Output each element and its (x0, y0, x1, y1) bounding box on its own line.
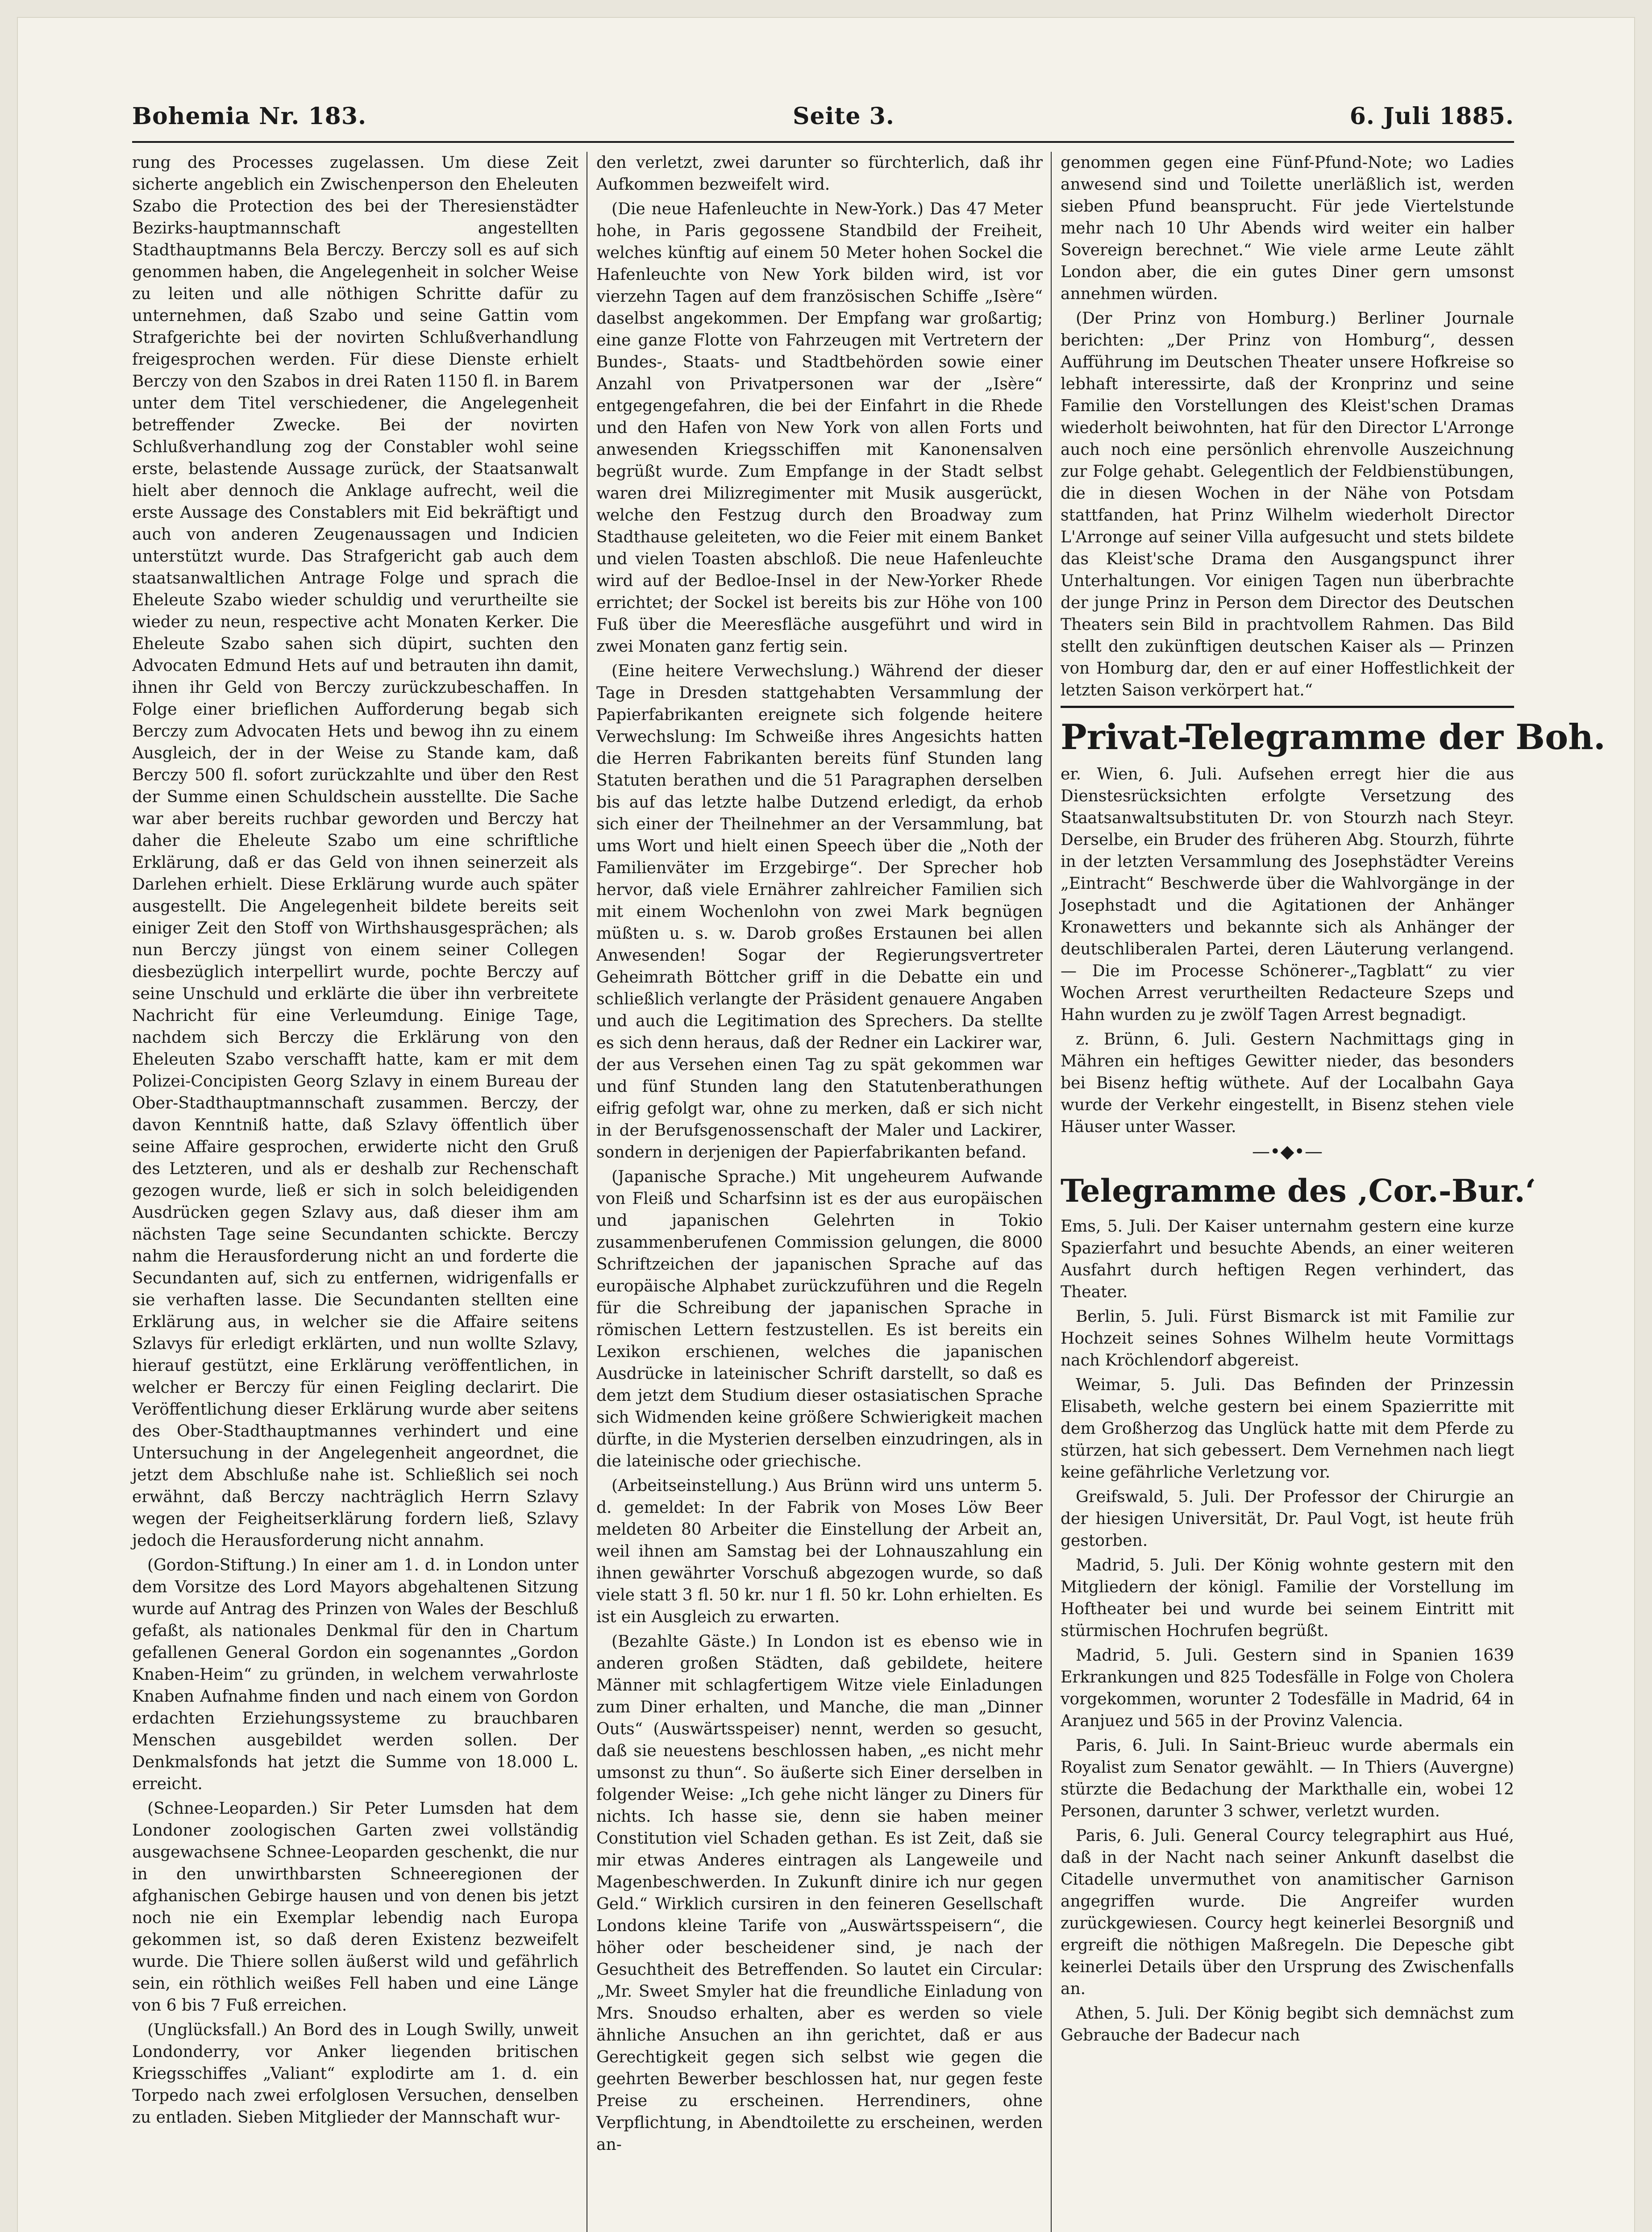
telegram-madrid-1: Madrid, 5. Juli. Der König wohnte gestern mit den Mitgliedern der königl. Familie der Vorstellung im Hoftheater bei und wurde bei seinem Eintritt mit stürmischen Hochrufen begrüßt. (1061, 1556, 1514, 1640)
column-divider-2 (1051, 152, 1052, 2232)
ornament-divider: —•◆•— (1252, 1141, 1323, 1162)
article-mixup: (Eine heitere Verwechslung.) Während der dieser Tage in Dresden stattgehabten Versammlung der Papierfabrikanten ereignete sich folgende heitere Verwechslung: Im Schweiße ihres Angesichts hatten die Herren Fabrikanten bereits fünf Stunden lang Statuten berathen und die 51 Paragraphen derselben bis auf das letzte halbe Dutzend erledigt, da erhob sich einer der Theilnehmer an der Versammlung, bat ums Wort und hielt einen Speech über die „Noth der Familienväter im Erzgebirge“. Der Sprecher hob hervor, daß viele Ernährer zahlreicher Familien sich mit einem Wochenlohn von zwei Mark begnügen müßten u. s. w. Darob großes Erstaunen bei allen Anwesenden! Sogar der Regierungsvertreter Geheimrath Böttcher griff in die Debatte ein und schließlich verlangte der Präsident genauere Angaben und auch die Legitimation des Sprechers. Da stellte es sich denn heraus, daß der Redner ein Lackirer war, der aus Versehen einen Tag zu spät gekommen war und fünf Stunden lang den Statutenberathungen eifrig gefolgt war, ohne zu merken, daß er sich nicht in der Berufsgenossenschaft der Maler und Lackirer, sondern in derjenigen der Papierfabrikanten befand. (596, 662, 1043, 1162)
column-2 (596, 152, 1043, 2232)
column-3 (1061, 152, 1606, 2232)
newspaper-page (18, 18, 1634, 2232)
article-prince-homburg: (Der Prinz von Homburg.) Berliner Journale berichten: „Der Prinz von Homburg“, dessen Aufführung im Deutschen Theater unsere Hofkreise so lebhaft interessirte, daß der Kronprinz und seine Familie den Vorstellungen des Kleist'schen Dramas wiederholt beiwohnten, hat für den Director L'Arronge auch noch eine persönlich ehrenvolle Auszeichnung zur Folge gehabt. Gelegentlich der Feldbienstübungen, die in diesen Wochen in der Nähe von Potsdam stattfanden, hat Prinz Wilhelm wiederholt Director L'Arronge auf seiner Villa aufgesucht und stets bildete das Kleist'sche Drama den Ausgangspunct ihrer Unterhaltungen. Vor einigen Tagen nun überbrachte der junge Prinz in Person dem Director des Deutschen Theaters sein Bild in prachtvollem Rahmen. Das Bild stellt den zukünftigen deutschen Kaiser als — Prinzen von Homburg dar, den er auf einer Hoffestlichkeit der letzten Saison verkörpert hat.“ (1061, 309, 1514, 700)
header-rule (132, 141, 1514, 143)
telegram-weimar: Weimar, 5. Juli. Das Befinden der Prinzessin Elisabeth, welche gestern bei einem Spazierritte mit dem Großherzog das Unglück hatte mit dem Pferde zu stürzen, hat sich gebessert. Dem Vernehmen nach liegt keine gefährliche Verletzung vor. (1061, 1376, 1514, 1482)
article-strike: (Arbeitseinstellung.) Aus Brünn wird uns unterm 5. d. gemeldet: In der Fabrik von Moses Löw Beer meldeten 80 Arbeiter die Einstellung der Arbeit an, weil ihnen am Samstag bei der Lohnauszahlung ein ihnen gewährter Vorschuß abgezogen wurde, so daß viele statt 3 fl. 50 kr. nur 1 fl. 50 kr. Lohn erhielten. Es ist ein Ausgleich zu erwarten. (596, 1477, 1043, 1626)
section-rule (1061, 706, 1514, 708)
telegram-athen: Athen, 5. Juli. Der König begibt sich demnächst zum Gebrauche der Badecur nach (1061, 2004, 1514, 2045)
telegram-wien: er. Wien, 6. Juli. Aufsehen erregt hier die aus Dienstesrücksichten erfolgte Versetzung des Staatsanwaltsubstituten Dr. von Stourzh nach Steyr. Derselbe, ein Bruder des früheren Abg. Stourzh, führte in der letzten Versammlung des Josephstädter Vereins „Eintracht“ Beschwerde über die Wahlvorgänge in der Josephstadt und die Agitationen der Anhänger Kronawetters und bekannte sich als Anhänger der deutschliberalen Partei, deren Läuterung verlangend. — Die im Processe Schönerer-„Tagblatt“ zu vier Wochen Arrest verurtheilten Redacteure Szeps und Hahn wurden zu je zwölf Tagen Arrest begnadigt. (1061, 765, 1514, 1024)
article-accident: (Unglücksfall.) An Bord des in Lough Swilly, unweit Londonderry, vor Anker liegenden britischen Kriegsschiffes „Valiant“ explodirte am 1. d. ein Torpedo nach zwei erfolglosen Versuchen, denselben zu entladen. Sieben Mitglieder der Mannschaft wur- (132, 2021, 578, 2127)
article-snow-leopards: (Schnee-Leoparden.) Sir Peter Lumsden hat dem Londoner zoologischen Garten zwei vollständig ausgewachsene Schnee-Leoparden geschenkt, die nur in den unwirthbarsten Schneeregionen der afghanischen Gebirge hausen und von denen bis jetzt noch nie ein Exemplar lebendig nach Europa gekommen ist, so daß deren Existenz bezweifelt wurde. Die Thiere sollen äußerst wild und gefährlich sein, ein röthlich weißes Fell haben und eine Länge von 6 bis 7 Fuß erreichen. (132, 1799, 578, 2015)
article-accident-cont: den verletzt, zwei darunter so fürchterlich, daß ihr Aufkommen bezweifelt wird. (596, 154, 1043, 194)
article-gordon-foundation: (Gordon-Stiftung.) In einer am 1. d. in London unter dem Vorsitze des Lord Mayors abgehaltenen Sitzung wurde auf Antrag des Prinzen von Wales der Beschluß gefaßt, als nationales Denkmal für den in Chartum gefallenen General Gordon ein sogenanntes „Gordon Knaben-Heim“ zu gründen, in welchem verwahrloste Knaben Aufnahme finden und nach einem von Gordon erdachten Erziehungssysteme zu brauchbaren Menschen ausgebildet werden sollen. Der Denkmalsfonds hat jetzt die Summe von 18.000 L. erreicht. (132, 1556, 578, 1793)
article-berczy-affair: rung des Processes zugelassen. Um diese Zeit sicherte angeblich ein Zwischenperson den Eheleuten Szabo die Protection des bei der Theresienstädter Bezirks-hauptmannschaft angestellten Stadthauptmanns Bela Berczy. Berczy soll es auf sich genommen haben, die Angelegenheit in solcher Weise zu leiten und alle nöthigen Schritte dafür zu unternehmen, daß Szabo und seine Gattin vom Strafgerichte bei der novirten Schlußverhandlung freigesprochen werden. Für diese Dienste erhielt Berczy von den Szabos in drei Raten 1150 fl. in Barem unter dem Titel verschiedener, die Angelegenheit betreffender Zwecke. Bei der novirten Schlußverhandlung zog der Constabler wohl seine erste, belastende Aussage zurück, der Staatsanwalt hielt aber dennoch die Anklage aufrecht, weil die erste Aussage des Constablers mit Eid bekräftigt und auch von anderen Zeugenaussagen und Indicien unterstützt wurde. Das Strafgericht gab auch dem staatsanwaltlichen Antrage Folge und sprach die Eheleute Szabo wieder schuldig und verurtheilte sie wieder zu neun, respective acht Monaten Kerker. Die Eheleute Szabo sahen sich düpirt, suchten den Advocaten Edmund Hets auf und betrauten ihn damit, ihnen ihr Geld von Berczy zurückzubeschaffen. In Folge einer brieflichen Aufforderung begab sich Berczy zum Advocaten Hets und bewog ihn zu einem Ausgleich, der in der Weise zu Stande kam, daß Berczy 500 fl. sofort zurückzahlte und über den Rest der Summe einen Schuldschein ausstellte. Die Sache war aber bereits ruchbar geworden und Berczy hat daher die Eheleute Szabo um eine schriftliche Erklärung, daß er das Geld von ihnen seinerzeit als Darlehen erhielt. Diese Erklärung wurde auch später ausgestellt. Die Angelegenheit bildete bereits seit einiger Zeit den Stoff von Wirthshausgesprächen; als nun Berczy jüngst von einem seiner Collegen diesbezüglich interpellirt wurde, pochte Berczy auf seine Unschuld und erklärte die über ihn verbreitete Nachricht für eine Verleumdung. Einige Tage, nachdem sich Berczy die Erklärung von den Eheleuten Szabo verschafft hatte, kam er mit dem Polizei-Concipisten Georg Szlavy in einem Bureau der Ober-Stadthauptmannschaft zusammen. Berczy, der davon Kenntniß hatte, daß Szlavy öffentlich über seine Affaire gesprochen, erwiderte nicht den Gruß des Letzteren, und als er deshalb zur Rechenschaft gezogen wurde, ließ er sich in solch beleidigenden Ausdrücken gegen Szlavy aus, daß dieser ihm am nächsten Tage seine Secundanten schickte. Berczy nahm die Herausforderung nicht an und forderte die Secundanten auf, sich zu entfernen, widrigenfalls er sie verhaften lasse. Die Secundanten stellten eine Erklärung aus, in welcher sie die Affaire seitens Szlavys für erledigt erklärten, und nun wollte Szlavy, hierauf gestützt, eine Erklärung veröffentlichen, in welcher er Berczy für einen Feigling declarirt. Die Veröffentlichung dieser Erklärung wurde aber seitens des Ober-Stadthauptmannes verhindert und eine Untersuchung in der Angelegenheit angeordnet, die jetzt dem Abschluße nahe ist. Schließlich sei noch erwähnt, daß Berczy nachträglich Herrn Szlavy wegen der Feigheitserklärung fordern ließ, Szlavy jedoch die Herausforderung nicht annahm. (132, 154, 578, 1550)
column-1 (132, 152, 578, 2232)
article-paid-guests: (Bezahlte Gäste.) In London ist es ebenso wie in anderen großen Städten, daß gebildete, heitere Männer mit schlagfertigem Witze viele Einladungen zum Diner erhalten, und Manche, die man „Dinner Outs“ (Auswärtsspeiser) nennt, werden so gesucht, daß sie neuestens beschlossen haben, „es nicht mehr umsonst zu thun“. So äußerte sich Einer derselben in folgender Weise: „Ich gehe nicht länger zu Diners für nichts. Ich hasse sie, denn sie haben meiner Constitution viel Schaden gethan. Es ist Zeit, daß sie mir etwas Anderes eintragen als Langeweile und Magenbeschwerden. In Zukunft dinire ich nur gegen Geld.“ Wirklich cursiren in den feineren Gesellschaft Londons kleine Tarife von „Auswärtsspeisern“, die höher oder bescheidener sind, je nach der Gesuchtheit des Betreffenden. So lautet ein Circular: „Mr. Sweet Smyler hat die freundliche Einladung von Mrs. Snoudso erhalten, aber es werden so viele ähnliche Ansuchen an ihn gerichtet, daß er aus Gerechtigkeit gegen sich selbst wie gegen die geehrten Bewerber beschlossen hat, nur gegen feste Preise zu erscheinen. Herrendiners, ohne Verpflichtung, in Abendtoilette zu erscheinen, werden an- (596, 1632, 1043, 2154)
article-paid-guests-cont: genommen gegen eine Fünf-Pfund-Note; wo Ladies anwesend sind und Toilette unerläßlich ist, werden sieben Pfund beansprucht. Für jede Viertelstunde mehr nach 10 Uhr Abends wird weiter ein halber Sovereign berechnet.“ Wie viele arme Leute zählt London aber, die ein gutes Diner gern umsonst annehmen würden. (1061, 154, 1514, 303)
telegram-madrid-2: Madrid, 5. Juli. Gestern sind in Spanien 1639 Erkrankungen und 825 Todesfälle in Folge von Cholera vorgekommen, worunter 2 Todesfälle in Madrid, 64 in Aranjuez und 565 in der Provinz Valencia. (1061, 1646, 1514, 1730)
article-japanese-language: (Japanische Sprache.) Mit ungeheurem Aufwande von Fleiß und Scharfsinn ist es der aus europäischen und japanischen Gelehrten in Tokio zusammenberufenen Commission gelungen, die 8000 Schriftzeichen der japanischen Sprache auf das europäische Alphabet zurückzuführen und die Regeln für die Schreibung der japanischen Sprache in römischen Lettern festzustellen. Es ist bereits ein Lexikon erschienen, welches die japanischen Ausdrücke in lateinischer Schrift darstellt, so daß es dem jetzt dem Studium dieser ostasiatischen Sprache sich Widmenden keine größere Schwierigkeit machen dürfte, in die Mysterien derselben einzudringen, als in die lateinische oder griechische. (596, 1168, 1043, 1470)
telegram-greifswald: Greifswald, 5. Juli. Der Professor der Chirurgie an der hiesigen Universität, Dr. Paul Vogt, ist heute früh gestorben. (1061, 1488, 1514, 1550)
private-telegrams-title: Privat-Telegramme der Boh. (1061, 717, 1606, 758)
page-number: Seite 3. (793, 103, 895, 130)
telegram-paris-1: Paris, 6. Juli. In Saint-Brieuc wurde abermals ein Royalist zum Senator gewählt. — In Thiers (Auvergne) stürzte die Bedachung der Markthalle ein, wobei 12 Personen, darunter 3 schwer, verletzt wurden. (1061, 1736, 1514, 1820)
telegram-ems: Ems, 5. Juli. Der Kaiser unternahm gestern eine kurze Spazierfahrt und besuchte Abends, an einer weiteren Ausfahrt durch heftigen Regen verhindert, das Theater. (1061, 1217, 1514, 1301)
telegram-paris-2: Paris, 6. Juli. General Courcy telegraphirt aus Hué, daß in der Nacht nach seiner Ankunft daselbst die Citadelle unvermuthet von anamitischer Garnison angegriffen wurde. Die Angreifer wurden zurückgewiesen. Courcy hegt keinerlei Besorgniß und ergreift die nöthigen Maßregeln. Die Depesche gibt keinerlei Details über den Ursprung des Zwischenfalls an. (1061, 1827, 1514, 1998)
telegram-bruenn: z. Brünn, 6. Juli. Gestern Nachmittags ging in Mähren ein heftiges Gewitter nieder, das besonders bei Bisenz heftig wüthete. Auf der Localbahn Gaya wurde der Verkehr eingestellt, in Bisenz stehen viele Häuser unter Wasser. (1061, 1030, 1514, 1136)
masthead-issue: Bohemia Nr. 183. (132, 103, 367, 130)
article-statue-of-liberty: (Die neue Hafenleuchte in New-York.) Das 47 Meter hohe, in Paris gegossene Standbild der Freiheit, welches künftig auf einem 50 Meter hohen Sockel die Hafenleuchte von New York bilden wird, ist vor vierzehn Tagen auf dem französischen Schiffe „Isère“ daselbst angekommen. Der Empfang war großartig; eine ganze Flotte von Fahrzeugen mit Vertretern der Bundes-, Staats- und Stadtbehörden sowie einer Anzahl von Privatpersonen war der „Isère“ entgegengefahren, die bei der Einfahrt in die Rhede und den Hafen von New York von allen Forts und anwesenden Kriegsschiffen mit Kanonensalven begrüßt wurde. Zum Empfange in der Stadt selbst waren drei Milizregimenter mit Musik ausgerückt, welche den Festzug durch den Broadway zum Stadthause geleiteten, wo die Feier mit einem Banket und vielen Toasten abschloß. Die neue Hafenleuchte wird auf der Bedloe-Insel in der New-Yorker Rhede errichtet; der Sockel ist bereits bis zur Höhe von 100 Fuß über die Meeresfläche ausgeführt und wird in zwei Monaten ganz fertig sein. (596, 200, 1043, 656)
corr-bureau-title: Telegramme des ‚Cor.-Bur.‘ (1061, 1172, 1536, 1209)
issue-date: 6. Juli 1885. (1349, 103, 1514, 130)
telegram-berlin: Berlin, 5. Juli. Fürst Bismarck ist mit Familie zur Hochzeit seines Sohnes Wilhelm heute Vormittags nach Kröchlendorf abgereist. (1061, 1308, 1514, 1370)
page-header (132, 94, 1514, 134)
